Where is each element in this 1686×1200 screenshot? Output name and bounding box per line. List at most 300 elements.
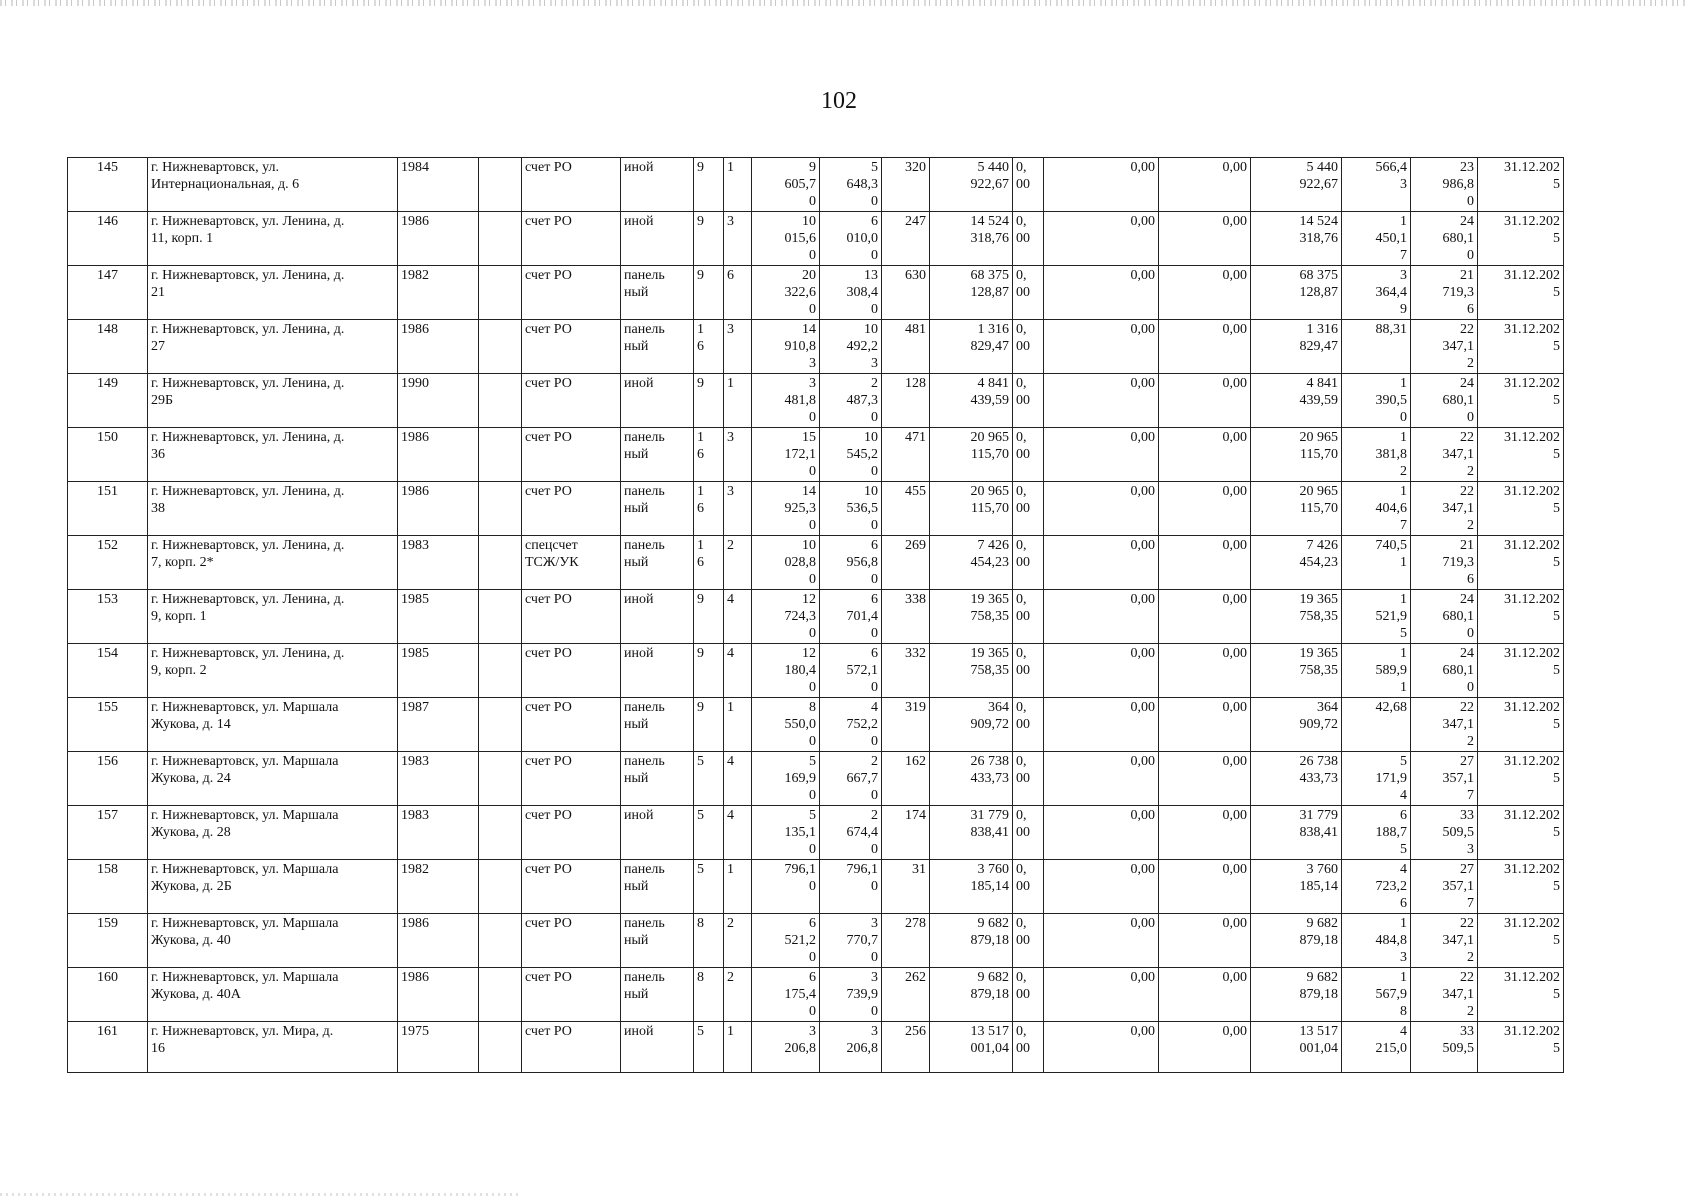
total-cost-cell-text: 20 965 115,70 <box>970 430 1009 462</box>
total-cost-cell-text: 364 909,72 <box>970 700 1009 732</box>
address-cell-text: г. Нижневартовск, ул. Ленина, д. 7, корп. 2* <box>151 538 345 570</box>
cost-limit-cell-text: 21 719,3 6 <box>1442 268 1474 317</box>
wall-material-cell-text: иной <box>624 646 654 661</box>
account-type-cell <box>522 968 621 1022</box>
floors-cell <box>694 482 724 536</box>
blank-cell <box>479 266 522 320</box>
fund-1-cell <box>1013 536 1044 590</box>
account-type-cell-text: счет РО <box>525 160 572 175</box>
cost-limit-cell-text: 24 680,1 0 <box>1442 376 1474 425</box>
residents-cell <box>882 590 930 644</box>
deadline-cell-text: 31.12.202 5 <box>1504 754 1560 786</box>
wall-material-cell <box>621 644 694 698</box>
residents-cell <box>882 968 930 1022</box>
address-cell <box>148 806 398 860</box>
owner-funds-cell-text: 13 517 001,04 <box>1299 1024 1338 1056</box>
total-area-cell <box>752 482 820 536</box>
fund-2-cell-text: 0,00 <box>1130 214 1155 229</box>
year-cell <box>398 158 479 212</box>
residents-cell <box>882 158 930 212</box>
specific-cost-cell <box>1342 1022 1411 1073</box>
wall-material-cell <box>621 590 694 644</box>
total-cost-cell-text: 19 365 758,35 <box>970 592 1009 624</box>
year-cell-text: 1987 <box>401 700 429 715</box>
floors-cell-text: 9 <box>697 646 704 661</box>
deadline-cell-text: 31.12.202 5 <box>1504 1024 1560 1056</box>
row-number <box>68 482 148 536</box>
fund-3-cell <box>1159 860 1251 914</box>
owner-funds-cell <box>1251 266 1342 320</box>
account-type-cell-text: счет РО <box>525 484 572 499</box>
living-area-cell <box>820 266 882 320</box>
total-area-cell-text: 20 322,6 0 <box>784 268 816 317</box>
fund-2-cell-text: 0,00 <box>1130 1024 1155 1039</box>
total-cost-cell-text: 14 524 318,76 <box>970 214 1009 246</box>
wall-material-cell-text: панель ный <box>624 430 665 462</box>
address-cell-text: г. Нижневартовск, ул. Ленина, д. 27 <box>151 322 345 354</box>
total-area-cell-text: 12 180,4 0 <box>784 646 816 695</box>
living-area-cell-text: 796,1 0 <box>846 862 878 894</box>
living-area-cell <box>820 158 882 212</box>
living-area-cell <box>820 914 882 968</box>
owner-funds-cell-text: 14 524 318,76 <box>1299 214 1338 246</box>
housing-registry-table <box>67 157 1564 1073</box>
fund-3-cell <box>1159 158 1251 212</box>
floors-cell <box>694 1022 724 1073</box>
total-area-cell-text: 14 925,3 0 <box>784 484 816 533</box>
address-cell-text: г. Нижневартовск, ул. Маршала Жукова, д. 28 <box>151 808 339 840</box>
fund-2-cell-text: 0,00 <box>1130 646 1155 661</box>
cost-limit-cell-text: 22 347,1 2 <box>1442 970 1474 1019</box>
year-cell-text: 1986 <box>401 970 429 985</box>
cost-limit-cell-text: 27 357,1 7 <box>1442 862 1474 911</box>
fund-1-cell-text: 0, 00 <box>1016 808 1030 840</box>
entrances-cell <box>724 644 752 698</box>
entrances-cell <box>724 158 752 212</box>
address-cell-text: г. Нижневартовск, ул. Ленина, д. 29Б <box>151 376 345 408</box>
cost-limit-cell <box>1411 752 1478 806</box>
specific-cost-cell <box>1342 914 1411 968</box>
fund-3-cell-text: 0,00 <box>1222 538 1247 553</box>
year-cell <box>398 482 479 536</box>
address-cell-text: г. Нижневартовск, ул. Маршала Жукова, д. 2Б <box>151 862 339 894</box>
owner-funds-cell <box>1251 158 1342 212</box>
specific-cost-cell <box>1342 482 1411 536</box>
wall-material-cell <box>621 968 694 1022</box>
cost-limit-cell <box>1411 968 1478 1022</box>
floors-cell-text: 9 <box>697 592 704 607</box>
account-type-cell-text: счет РО <box>525 268 572 283</box>
living-area-cell <box>820 1022 882 1073</box>
address-cell <box>148 860 398 914</box>
fund-1-cell-text: 0, 00 <box>1016 916 1030 948</box>
account-type-cell-text: спецсчет ТСЖ/УК <box>525 538 579 570</box>
residents-cell-text: 31 <box>912 862 926 877</box>
fund-2-cell-text: 0,00 <box>1130 700 1155 715</box>
fund-2-cell <box>1044 860 1159 914</box>
total-area-cell <box>752 968 820 1022</box>
residents-cell <box>882 806 930 860</box>
fund-3-cell-text: 0,00 <box>1222 1024 1247 1039</box>
address-cell <box>148 158 398 212</box>
fund-1-cell-text: 0, 00 <box>1016 592 1030 624</box>
specific-cost-cell <box>1342 158 1411 212</box>
fund-3-cell-text: 0,00 <box>1222 808 1247 823</box>
table-row <box>68 320 1564 374</box>
fund-2-cell <box>1044 752 1159 806</box>
account-type-cell <box>522 320 621 374</box>
address-cell <box>148 752 398 806</box>
entrances-cell-text: 3 <box>727 484 734 499</box>
cost-limit-cell-text: 33 509,5 3 <box>1442 808 1474 857</box>
owner-funds-cell-text: 5 440 922,67 <box>1299 160 1338 192</box>
owner-funds-cell-text: 7 426 454,23 <box>1299 538 1338 570</box>
residents-cell-text: 319 <box>905 700 926 715</box>
row-number-text: 152 <box>97 538 118 553</box>
blank-cell <box>479 374 522 428</box>
floors-cell-text: 1 6 <box>697 538 704 570</box>
fund-2-cell-text: 0,00 <box>1130 160 1155 175</box>
address-cell-text: г. Нижневартовск, ул. Ленина, д. 36 <box>151 430 345 462</box>
table-row <box>68 644 1564 698</box>
owner-funds-cell <box>1251 752 1342 806</box>
specific-cost-cell-text: 6 188,7 5 <box>1375 808 1407 857</box>
owner-funds-cell <box>1251 320 1342 374</box>
row-number-text: 148 <box>97 322 118 337</box>
account-type-cell-text: счет РО <box>525 592 572 607</box>
row-number <box>68 914 148 968</box>
total-cost-cell-text: 19 365 758,35 <box>970 646 1009 678</box>
living-area-cell <box>820 644 882 698</box>
floors-cell-text: 5 <box>697 1024 704 1039</box>
fund-2-cell <box>1044 914 1159 968</box>
floors-cell <box>694 212 724 266</box>
account-type-cell <box>522 482 621 536</box>
floors-cell-text: 1 6 <box>697 322 704 354</box>
address-cell-text: г. Нижневартовск, ул. Маршала Жукова, д. 40А <box>151 970 339 1002</box>
residents-cell-text: 247 <box>905 214 926 229</box>
fund-3-cell-text: 0,00 <box>1222 376 1247 391</box>
cost-limit-cell-text: 21 719,3 6 <box>1442 538 1474 587</box>
deadline-cell-text: 31.12.202 5 <box>1504 484 1560 516</box>
deadline-cell <box>1478 482 1564 536</box>
floors-cell <box>694 266 724 320</box>
row-number <box>68 536 148 590</box>
deadline-cell <box>1478 536 1564 590</box>
floors-cell <box>694 644 724 698</box>
entrances-cell-text: 4 <box>727 754 734 769</box>
specific-cost-cell-text: 1 450,1 7 <box>1375 214 1407 263</box>
fund-1-cell-text: 0, 00 <box>1016 214 1030 246</box>
fund-1-cell-text: 0, 00 <box>1016 430 1030 462</box>
total-area-cell-text: 6 521,2 0 <box>784 916 816 965</box>
fund-1-cell-text: 0, 00 <box>1016 376 1030 408</box>
account-type-cell <box>522 158 621 212</box>
living-area-cell <box>820 968 882 1022</box>
fund-3-cell-text: 0,00 <box>1222 484 1247 499</box>
entrances-cell <box>724 590 752 644</box>
year-cell <box>398 428 479 482</box>
fund-3-cell-text: 0,00 <box>1222 322 1247 337</box>
owner-funds-cell <box>1251 806 1342 860</box>
living-area-cell-text: 10 492,2 3 <box>846 322 878 371</box>
fund-3-cell-text: 0,00 <box>1222 916 1247 931</box>
table-row <box>68 158 1564 212</box>
account-type-cell <box>522 428 621 482</box>
entrances-cell <box>724 698 752 752</box>
fund-2-cell-text: 0,00 <box>1130 808 1155 823</box>
total-cost-cell-text: 1 316 829,47 <box>970 322 1009 354</box>
fund-2-cell <box>1044 320 1159 374</box>
year-cell <box>398 266 479 320</box>
fund-2-cell <box>1044 806 1159 860</box>
account-type-cell <box>522 590 621 644</box>
cost-limit-cell <box>1411 536 1478 590</box>
fund-2-cell-text: 0,00 <box>1130 916 1155 931</box>
total-area-cell <box>752 752 820 806</box>
residents-cell <box>882 266 930 320</box>
specific-cost-cell <box>1342 644 1411 698</box>
entrances-cell <box>724 914 752 968</box>
fund-1-cell-text: 0, 00 <box>1016 160 1030 192</box>
deadline-cell <box>1478 212 1564 266</box>
row-number-text: 151 <box>97 484 118 499</box>
fund-1-cell-text: 0, 00 <box>1016 862 1030 894</box>
living-area-cell <box>820 860 882 914</box>
living-area-cell-text: 13 308,4 0 <box>846 268 878 317</box>
total-cost-cell <box>930 428 1013 482</box>
cost-limit-cell <box>1411 320 1478 374</box>
residents-cell <box>882 320 930 374</box>
row-number <box>68 212 148 266</box>
table-row <box>68 860 1564 914</box>
deadline-cell <box>1478 320 1564 374</box>
cost-limit-cell <box>1411 1022 1478 1073</box>
row-number-text: 146 <box>97 214 118 229</box>
address-cell-text: г. Нижневартовск, ул. Ленина, д. 21 <box>151 268 345 300</box>
owner-funds-cell <box>1251 212 1342 266</box>
cost-limit-cell-text: 27 357,1 7 <box>1442 754 1474 803</box>
fund-2-cell <box>1044 536 1159 590</box>
fund-1-cell <box>1013 968 1044 1022</box>
fund-3-cell <box>1159 212 1251 266</box>
wall-material-cell <box>621 428 694 482</box>
floors-cell-text: 5 <box>697 862 704 877</box>
address-cell-text: г. Нижневартовск, ул. Интернациональная, д. 6 <box>151 160 300 192</box>
entrances-cell-text: 4 <box>727 808 734 823</box>
fund-1-cell-text: 0, 00 <box>1016 700 1030 732</box>
fund-2-cell <box>1044 644 1159 698</box>
fund-3-cell-text: 0,00 <box>1222 754 1247 769</box>
living-area-cell-text: 2 487,3 0 <box>846 376 878 425</box>
row-number-text: 157 <box>97 808 118 823</box>
specific-cost-cell <box>1342 806 1411 860</box>
floors-cell-text: 9 <box>697 160 704 175</box>
year-cell-text: 1983 <box>401 754 429 769</box>
address-cell <box>148 266 398 320</box>
address-cell-text: г. Нижневартовск, ул. Маршала Жукова, д. 24 <box>151 754 339 786</box>
account-type-cell-text: счет РО <box>525 970 572 985</box>
fund-2-cell <box>1044 212 1159 266</box>
fund-3-cell-text: 0,00 <box>1222 592 1247 607</box>
account-type-cell-text: счет РО <box>525 754 572 769</box>
blank-cell <box>479 752 522 806</box>
address-cell <box>148 914 398 968</box>
table-row <box>68 752 1564 806</box>
living-area-cell-text: 2 674,4 0 <box>846 808 878 857</box>
floors-cell <box>694 914 724 968</box>
total-cost-cell <box>930 266 1013 320</box>
account-type-cell-text: счет РО <box>525 862 572 877</box>
address-cell <box>148 644 398 698</box>
fund-3-cell-text: 0,00 <box>1222 646 1247 661</box>
blank-cell <box>479 968 522 1022</box>
floors-cell <box>694 968 724 1022</box>
total-area-cell-text: 8 550,0 0 <box>784 700 816 749</box>
residents-cell-text: 162 <box>905 754 926 769</box>
owner-funds-cell-text: 4 841 439,59 <box>1299 376 1338 408</box>
total-area-cell <box>752 698 820 752</box>
total-area-cell-text: 3 481,8 0 <box>784 376 816 425</box>
fund-2-cell <box>1044 1022 1159 1073</box>
fund-3-cell-text: 0,00 <box>1222 268 1247 283</box>
living-area-cell <box>820 320 882 374</box>
total-cost-cell <box>930 806 1013 860</box>
total-area-cell <box>752 158 820 212</box>
cost-limit-cell-text: 24 680,1 0 <box>1442 214 1474 263</box>
entrances-cell <box>724 428 752 482</box>
wall-material-cell-text: иной <box>624 160 654 175</box>
wall-material-cell-text: панель ный <box>624 322 665 354</box>
deadline-cell <box>1478 266 1564 320</box>
wall-material-cell-text: панель ный <box>624 700 665 732</box>
specific-cost-cell-text: 1 381,8 2 <box>1375 430 1407 479</box>
blank-cell <box>479 860 522 914</box>
total-area-cell-text: 6 175,4 0 <box>784 970 816 1019</box>
owner-funds-cell-text: 68 375 128,87 <box>1299 268 1338 300</box>
year-cell-text: 1985 <box>401 592 429 607</box>
fund-3-cell <box>1159 1022 1251 1073</box>
fund-2-cell <box>1044 482 1159 536</box>
account-type-cell-text: счет РО <box>525 700 572 715</box>
account-type-cell <box>522 1022 621 1073</box>
living-area-cell <box>820 536 882 590</box>
cost-limit-cell-text: 23 986,8 0 <box>1442 160 1474 209</box>
wall-material-cell <box>621 860 694 914</box>
fund-2-cell <box>1044 428 1159 482</box>
deadline-cell-text: 31.12.202 5 <box>1504 808 1560 840</box>
address-cell <box>148 482 398 536</box>
owner-funds-cell-text: 31 779 838,41 <box>1299 808 1338 840</box>
wall-material-cell <box>621 1022 694 1073</box>
living-area-cell-text: 10 536,5 0 <box>846 484 878 533</box>
year-cell-text: 1986 <box>401 430 429 445</box>
floors-cell-text: 9 <box>697 700 704 715</box>
living-area-cell-text: 3 770,7 0 <box>846 916 878 965</box>
address-cell-text: г. Нижневартовск, ул. Ленина, д. 9, корп. 2 <box>151 646 345 678</box>
fund-2-cell <box>1044 374 1159 428</box>
account-type-cell-text: счет РО <box>525 430 572 445</box>
year-cell <box>398 590 479 644</box>
page-number: 102 <box>821 88 857 114</box>
row-number-text: 147 <box>97 268 118 283</box>
wall-material-cell <box>621 914 694 968</box>
fund-2-cell <box>1044 590 1159 644</box>
total-area-cell <box>752 266 820 320</box>
owner-funds-cell-text: 9 682 879,18 <box>1299 916 1338 948</box>
cost-limit-cell <box>1411 158 1478 212</box>
residents-cell <box>882 536 930 590</box>
residents-cell <box>882 914 930 968</box>
account-type-cell <box>522 266 621 320</box>
wall-material-cell <box>621 374 694 428</box>
year-cell <box>398 968 479 1022</box>
deadline-cell-text: 31.12.202 5 <box>1504 160 1560 192</box>
year-cell <box>398 914 479 968</box>
total-cost-cell-text: 31 779 838,41 <box>970 808 1009 840</box>
account-type-cell <box>522 698 621 752</box>
fund-1-cell <box>1013 428 1044 482</box>
total-area-cell-text: 5 169,9 0 <box>784 754 816 803</box>
blank-cell <box>479 536 522 590</box>
year-cell <box>398 536 479 590</box>
entrances-cell <box>724 212 752 266</box>
year-cell-text: 1982 <box>401 268 429 283</box>
residents-cell <box>882 212 930 266</box>
account-type-cell <box>522 860 621 914</box>
living-area-cell-text: 6 956,8 0 <box>846 538 878 587</box>
fund-3-cell-text: 0,00 <box>1222 214 1247 229</box>
residents-cell <box>882 698 930 752</box>
table-body <box>68 158 1564 1073</box>
cost-limit-cell <box>1411 644 1478 698</box>
entrances-cell <box>724 536 752 590</box>
total-cost-cell <box>930 590 1013 644</box>
specific-cost-cell <box>1342 536 1411 590</box>
blank-cell <box>479 590 522 644</box>
specific-cost-cell <box>1342 212 1411 266</box>
year-cell-text: 1986 <box>401 916 429 931</box>
total-area-cell-text: 10 028,8 0 <box>784 538 816 587</box>
floors-cell-text: 9 <box>697 268 704 283</box>
specific-cost-cell <box>1342 752 1411 806</box>
residents-cell <box>882 1022 930 1073</box>
floors-cell-text: 5 <box>697 754 704 769</box>
entrances-cell <box>724 752 752 806</box>
cost-limit-cell-text: 22 347,1 2 <box>1442 430 1474 479</box>
account-type-cell <box>522 806 621 860</box>
total-cost-cell <box>930 860 1013 914</box>
entrances-cell-text: 4 <box>727 592 734 607</box>
specific-cost-cell <box>1342 698 1411 752</box>
cost-limit-cell <box>1411 698 1478 752</box>
account-type-cell-text: счет РО <box>525 646 572 661</box>
address-cell-text: г. Нижневартовск, ул. Ленина, д. 11, корп. 1 <box>151 214 345 246</box>
specific-cost-cell-text: 1 484,8 3 <box>1375 916 1407 965</box>
total-area-cell-text: 9 605,7 0 <box>784 160 816 209</box>
blank-cell <box>479 428 522 482</box>
owner-funds-cell-text: 26 738 433,73 <box>1299 754 1338 786</box>
cost-limit-cell-text: 22 347,1 2 <box>1442 484 1474 533</box>
row-number-text: 150 <box>97 430 118 445</box>
deadline-cell <box>1478 158 1564 212</box>
blank-cell <box>479 320 522 374</box>
total-cost-cell-text: 26 738 433,73 <box>970 754 1009 786</box>
fund-2-cell-text: 0,00 <box>1130 376 1155 391</box>
address-cell-text: г. Нижневартовск, ул. Мира, д. 16 <box>151 1024 334 1056</box>
row-number-text: 155 <box>97 700 118 715</box>
owner-funds-cell <box>1251 482 1342 536</box>
